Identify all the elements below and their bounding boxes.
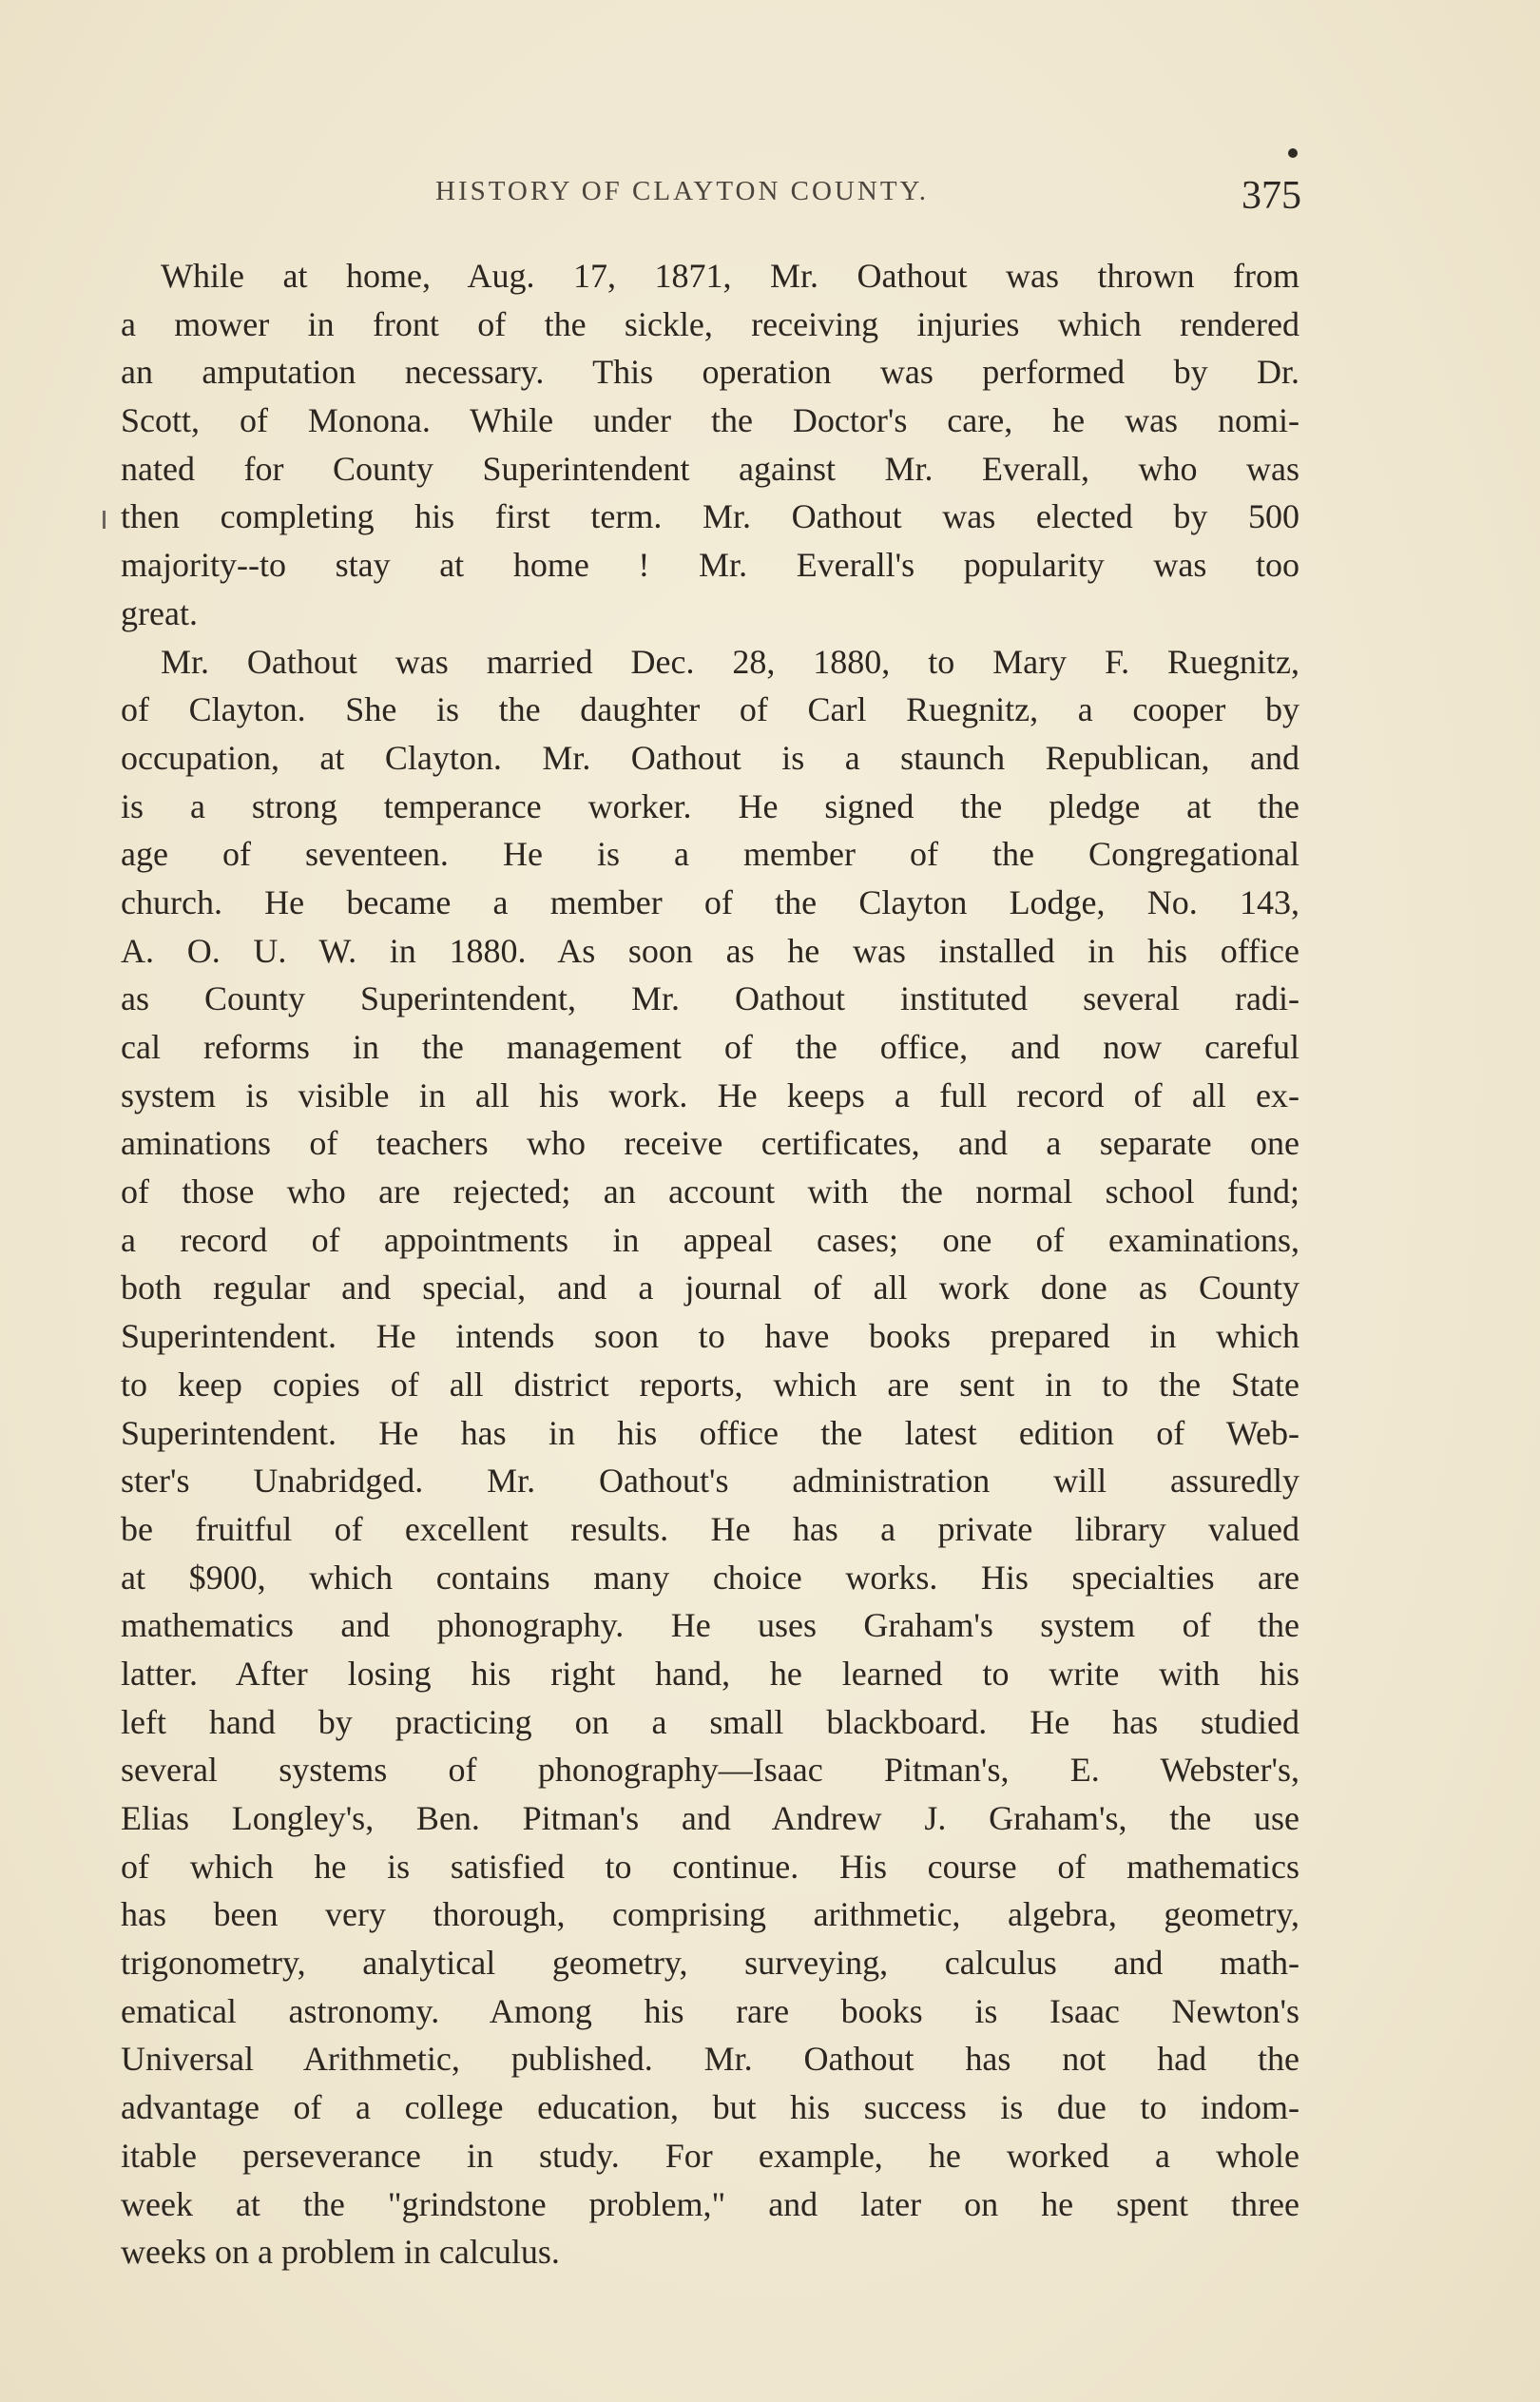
body-text bbox=[121, 252, 1299, 2276]
text-line: latter. After losing his right hand, he learned to write with his bbox=[121, 1654, 1299, 1693]
text-line: Scott, of Monona. While under the Doctor's care, he was nomi- bbox=[121, 401, 1299, 440]
text-line: itable perseverance in study. For example, he worked a whole bbox=[121, 2136, 1299, 2175]
text-line: then completing his first term. Mr. Oathout was elected by 500 bbox=[121, 497, 1299, 536]
text-line: majority--to stay at home ! Mr. Everall's popularity was too bbox=[121, 546, 1299, 585]
text-line: ematical astronomy. Among his rare books is Isaac Newton's bbox=[121, 1991, 1299, 2030]
text-line: a mower in front of the sickle, receiving injuries which rendered bbox=[121, 304, 1299, 343]
text-line: be fruitful of excellent results. He has a private library valued bbox=[121, 1509, 1299, 1548]
text-line: as County Superintendent, Mr. Oathout instituted several radi- bbox=[121, 979, 1299, 1018]
paragraph-1 bbox=[121, 252, 1299, 638]
text-line: of which he is satisfied to continue. His course of mathematics bbox=[121, 1847, 1299, 1886]
text-line: mathematics and phonography. He uses Graham's system of the bbox=[121, 1606, 1299, 1645]
text-line: trigonometry, analytical geometry, surveying, calculus and math- bbox=[121, 1944, 1299, 1983]
text-line: church. He became a member of the Clayton Lodge, No. 143, bbox=[121, 882, 1299, 921]
text-line: has been very thorough, comprising arithmetic, algebra, geometry, bbox=[121, 1895, 1299, 1934]
text-line: advantage of a college education, but his success is due to indom- bbox=[121, 2088, 1299, 2127]
text-line: While at home, Aug. 17, 1871, Mr. Oathout was thrown from bbox=[161, 257, 1299, 295]
text-line: weeks on a problem in calculus. bbox=[121, 2233, 560, 2272]
text-line: Mr. Oathout was married Dec. 28, 1880, to Mary F. Ruegnitz, bbox=[161, 642, 1299, 681]
text-line: is a strong temperance worker. He signed the pledge at the bbox=[121, 786, 1299, 825]
page-number: 375 bbox=[1242, 174, 1301, 218]
running-head: HISTORY OF CLAYTON COUNTY. bbox=[435, 176, 929, 206]
text-line: at $900, which contains many choice works. His specialties are bbox=[121, 1558, 1299, 1597]
paragraph-2 bbox=[121, 638, 1299, 2276]
text-line: ster's Unabridged. Mr. Oathout's administration will assuredly bbox=[121, 1462, 1299, 1501]
text-line: left hand by practicing on a small blackboard. He has studied bbox=[121, 1702, 1299, 1741]
text-line: of those who are rejected; an account with the normal school fund; bbox=[121, 1172, 1299, 1211]
text-line: to keep copies of all district reports, which are sent in to the State bbox=[121, 1365, 1299, 1404]
text-line: of Clayton. She is the daughter of Carl Ruegnitz, a cooper by bbox=[121, 690, 1299, 729]
text-line: occupation, at Clayton. Mr. Oathout is a staunch Republican, and bbox=[121, 738, 1299, 777]
text-line: cal reforms in the management of the office, and now careful bbox=[121, 1028, 1299, 1066]
printer-dot-mark bbox=[1288, 148, 1298, 158]
text-line: several systems of phonography—Isaac Pitman's, E. Webster's, bbox=[121, 1751, 1299, 1790]
text-line: Superintendent. He intends soon to have books prepared in which bbox=[121, 1317, 1299, 1356]
text-line: a record of appointments in appeal cases; one of examinations, bbox=[121, 1220, 1299, 1259]
text-line: an amputation necessary. This operation was performed by Dr. bbox=[121, 353, 1299, 392]
text-line: week at the "grindstone problem," and later on he spent three bbox=[121, 2184, 1299, 2223]
text-line: aminations of teachers who receive certificates, and a separate one bbox=[121, 1124, 1299, 1163]
text-line: great. bbox=[121, 593, 198, 632]
text-line: A. O. U. W. in 1880. As soon as he was installed in his office bbox=[121, 931, 1299, 970]
margin-mark bbox=[103, 511, 106, 529]
text-line: nated for County Superintendent against Mr. Everall, who was bbox=[121, 449, 1299, 488]
text-line: both regular and special, and a journal of all work done as County bbox=[121, 1269, 1299, 1308]
text-line: Elias Longley's, Ben. Pitman's and Andrew J. Graham's, the use bbox=[121, 1799, 1299, 1837]
text-line: Superintendent. He has in his office the latest edition of Web- bbox=[121, 1413, 1299, 1452]
text-line: age of seventeen. He is a member of the Congregational bbox=[121, 835, 1299, 874]
text-line: Universal Arithmetic, published. Mr. Oathout has not had the bbox=[121, 2040, 1299, 2079]
text-line: system is visible in all his work. He keeps a full record of all ex- bbox=[121, 1075, 1299, 1114]
